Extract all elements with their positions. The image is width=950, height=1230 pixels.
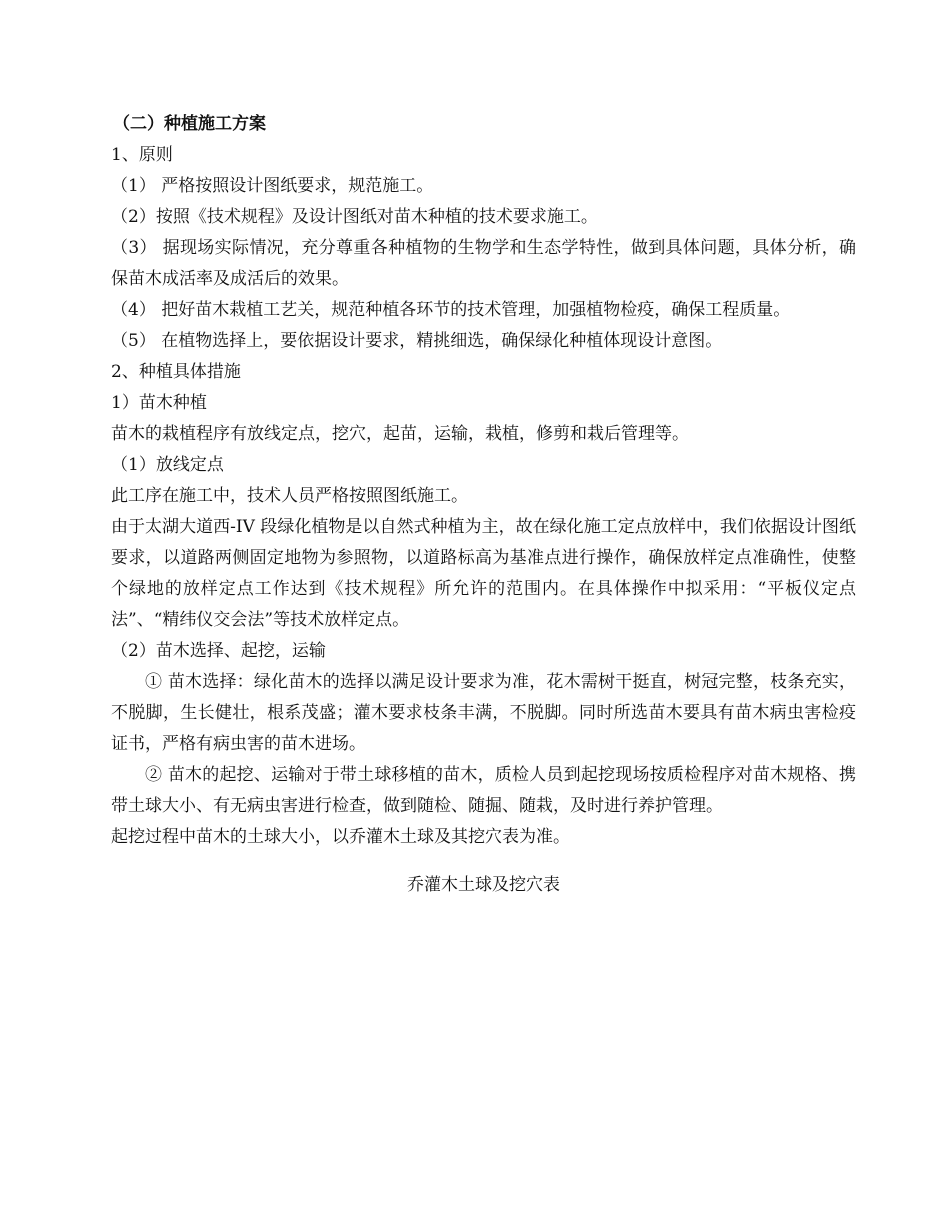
principle-item-2: （2）按照《技术规程》及设计图纸对苗木种植的技术要求施工。 [111,207,598,227]
document-body [111,109,856,918]
section-heading: （二）种植施工方案 [113,114,266,134]
step2-point-1: ① 苗木选择：绿化苗木的选择以满足设计要求为准，花木需树干挺直，树冠完整，枝条充实，不脱脚，生长健壮，根系茂盛；灌木要求枝条丰满，不脱脚。同时所选苗木要具有苗木病虫害检疫证书，严格有病虫害的苗木进场。 [111,672,856,754]
principle-item-1: （1） 严格按照设计图纸要求，规范施工。 [111,176,434,196]
measures-title: 2、种植具体措施 [111,362,241,382]
step1-title: （1）放线定点 [111,455,224,475]
measures-subtitle: 1）苗木种植 [111,393,207,413]
step2-point-2: ② 苗木的起挖、运输对于带土球移植的苗木，质检人员到起挖现场按质检程序对苗木规格、携带土球大小、有无病虫害进行检查，做到随检、随掘、随栽，及时进行养护管理。 [111,765,856,816]
step1-paragraph-1: 此工序在施工中，技术人员严格按照图纸施工。 [111,486,468,506]
step1-paragraph-2: 由于太湖大道西-IV 段绿化植物是以自然式种植为主，故在绿化施工定点放样中，我们依据设计图纸要求，以道路两侧固定地物为参照物，以道路标高为基准点进行操作，确保放样定点准确性，使整个绿地的放样定点工作达到《技术规程》所允许的范围内。在具体操作中拟采用：“平板仪定点法”、“精纬仪交会法”等技术放样定点。 [111,517,856,630]
principle-item-3: （3） 据现场实际情况，充分尊重各种植物的生物学和生态学特性，做到具体问题，具体分析，确保苗木成活率及成活后的效果。 [111,238,856,289]
principles-title: 1、原则 [111,145,173,165]
step2-note: 起挖过程中苗木的土球大小，以乔灌木土球及其挖穴表为准。 [111,827,570,847]
step2-title: （2）苗木选择、起挖，运输 [111,641,326,661]
principle-item-5: （5） 在植物选择上，要依据设计要求，精挑细选，确保绿化种植体现设计意图。 [111,331,723,351]
measures-intro: 苗木的栽植程序有放线定点，挖穴，起苗，运输，栽植，修剪和栽后管理等。 [111,424,689,444]
principle-item-4: （4） 把好苗木栽植工艺关，规范种植各环节的技术管理，加强植物检疫，确保工程质量。 [111,300,791,320]
table-caption: 乔灌木土球及挖穴表 [407,875,560,895]
